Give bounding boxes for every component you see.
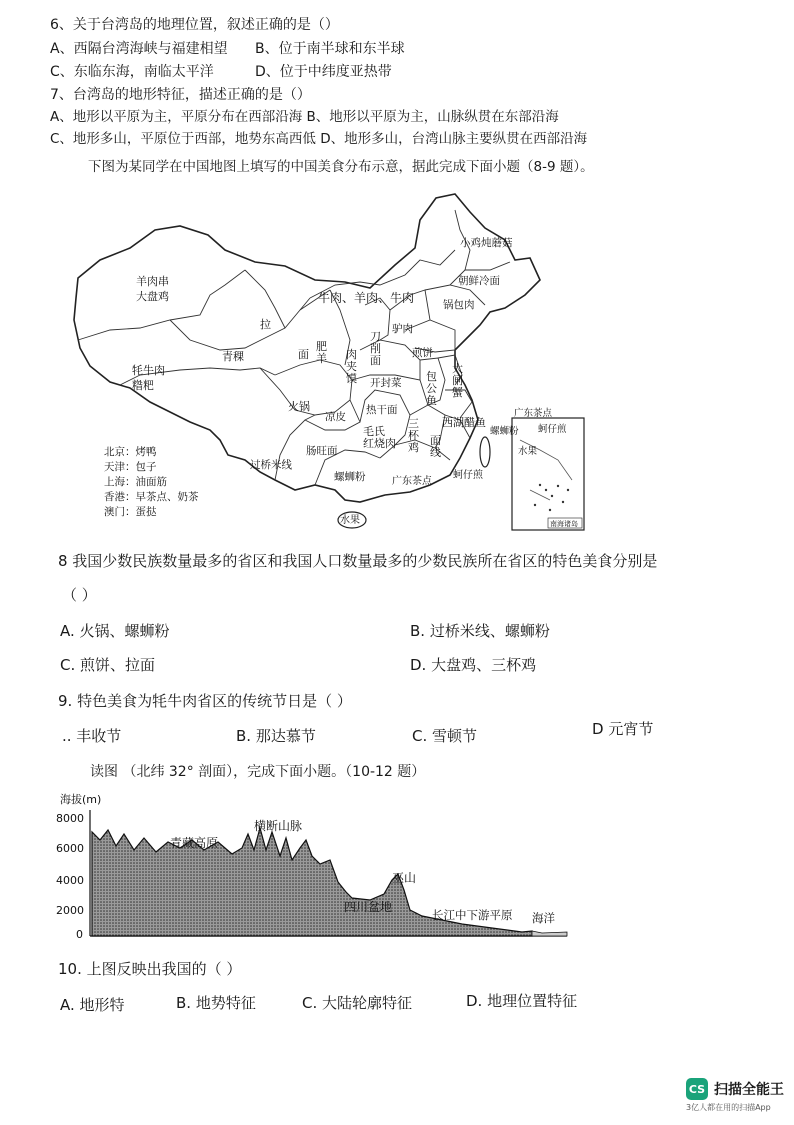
q7-stem: 7、台湾岛的地形特征，描述正确的是（） bbox=[50, 87, 311, 103]
ytick: 0 bbox=[76, 928, 83, 941]
label-line: 肉 bbox=[346, 348, 357, 361]
ytick: 2000 bbox=[56, 904, 84, 917]
q7-options-ab: A、地形以平原为主，平原分布在西部沿海 B、地形以平原为主，山脉纵贯在东部沿海 bbox=[50, 109, 559, 125]
label-taiwan: 蚵仔煎 bbox=[453, 470, 483, 481]
brand-tagline: 3亿人都在用的扫描App bbox=[686, 1103, 771, 1112]
legend-item: 澳门：蛋挞 bbox=[104, 506, 157, 518]
label-line: 鱼 bbox=[426, 394, 437, 407]
ytick: 4000 bbox=[56, 874, 84, 887]
label-line: 大 bbox=[452, 362, 463, 375]
china-food-map bbox=[60, 190, 600, 540]
q6-option-c: C、东临东海，南临太平洋 bbox=[50, 64, 214, 80]
q10-option-a: A. 地形特 bbox=[60, 996, 125, 1014]
label-line: 羊 bbox=[316, 352, 327, 365]
label-gansu2: 面 bbox=[298, 348, 309, 361]
q8-option-b: B. 过桥米线、螺蛳粉 bbox=[410, 622, 550, 640]
label-line: 鸡 bbox=[408, 441, 419, 454]
q8-paren: （ ） bbox=[62, 586, 97, 604]
label-line: 羊肉串 bbox=[136, 275, 169, 288]
profile-label-sea: 海洋 bbox=[532, 911, 555, 925]
profile-label-hengduan: 横断山脉 bbox=[254, 819, 303, 833]
q9-option-c: C. 雪顿节 bbox=[412, 727, 478, 745]
intro-10-12: 读图 （北纬 32° 剖面），完成下面小题。（10-12 题） bbox=[90, 764, 426, 780]
q9-stem: 9. 特色美食为牦牛肉省区的传统节日是（ ） bbox=[58, 692, 352, 710]
ytick: 6000 bbox=[56, 842, 84, 855]
map-labels bbox=[132, 236, 578, 528]
legend-item: 香港：早茶点、奶茶 bbox=[104, 491, 199, 503]
label-sichuan: 火锅 bbox=[288, 400, 310, 413]
label-shaanxi bbox=[346, 348, 357, 385]
ytick: 8000 bbox=[56, 812, 84, 825]
inset-label-2: 蚵仔煎 bbox=[538, 424, 567, 435]
label-xizang bbox=[132, 363, 165, 392]
boundary-qinghai bbox=[170, 298, 310, 350]
label-line: 蟹 bbox=[452, 386, 463, 399]
label-jiangsu bbox=[452, 361, 463, 399]
q10-option-b: B. 地势特征 bbox=[176, 994, 256, 1012]
q6-option-b: B、位于南半球和东半球 bbox=[255, 41, 405, 57]
label-line: 大盘鸡 bbox=[136, 290, 169, 303]
intro-8-9: 下图为某同学在中国地图上填写的中国美食分布示意，据此完成下面小题（8-9 题）。 bbox=[88, 159, 594, 175]
cs-logo-icon: CS bbox=[686, 1078, 708, 1100]
label-xinjiang bbox=[136, 274, 169, 303]
label-line: 糌粑 bbox=[132, 379, 154, 392]
label-guizhou: 肠旺面 bbox=[306, 445, 338, 457]
legend-item: 上海：油面筋 bbox=[104, 476, 167, 488]
label-line: 三 bbox=[408, 417, 419, 430]
map-legend bbox=[104, 445, 199, 518]
label-line: 馍 bbox=[346, 372, 357, 385]
label-gansu: 拉 bbox=[260, 318, 271, 331]
q8-option-d: D. 大盘鸡、三杯鸡 bbox=[410, 656, 537, 674]
q10-option-d: D. 地理位置特征 bbox=[466, 992, 578, 1010]
label-line: 毛氏 bbox=[363, 425, 385, 438]
label-yunnan: 过桥米线 bbox=[250, 459, 292, 471]
inset-caption: 南海诸岛 bbox=[550, 520, 578, 528]
label-line: 线 bbox=[430, 446, 441, 459]
label-line: 公 bbox=[426, 382, 437, 395]
q10-stem: 10. 上图反映出我国的（ ） bbox=[58, 960, 242, 978]
label-line: 面 bbox=[370, 354, 381, 367]
q6-stem: 6、关于台湾岛的地理位置，叙述正确的是（） bbox=[50, 17, 339, 33]
label-hebei: 驴肉 bbox=[392, 323, 413, 335]
q6-option-d: D、位于中纬度亚热带 bbox=[255, 64, 392, 80]
label-guangxi: 螺蛳粉 bbox=[334, 471, 366, 483]
q8-stem: 8 我国少数民族数量最多的省区和我国人口数量最多的少数民族所在省区的特色美食分别是 bbox=[58, 552, 658, 570]
q9-option-d: D 元宵节 bbox=[592, 720, 654, 738]
label-ningxia bbox=[316, 340, 327, 365]
q9-option-b: B. 那达慕节 bbox=[236, 727, 316, 745]
inset-label-1: 广东茶点 bbox=[514, 408, 553, 419]
profile-label-changjiang: 长江中下游平原 bbox=[432, 908, 513, 922]
label-chongqing: 凉皮 bbox=[325, 411, 346, 423]
label-liaoning: 锅包肉 bbox=[443, 299, 475, 311]
label-fujian bbox=[430, 434, 441, 459]
inset-label-3: 螺蛳粉 bbox=[490, 426, 519, 437]
legend-item: 北京：烤鸭 bbox=[104, 446, 157, 458]
label-line: 闸 bbox=[452, 374, 463, 387]
label-line: 刀 bbox=[370, 330, 381, 343]
q10-option-c: C. 大陆轮廓特征 bbox=[302, 994, 413, 1012]
label-line: 牦牛肉 bbox=[132, 364, 165, 377]
brand-name: 扫描全能王 bbox=[714, 1082, 784, 1098]
label-line: 面 bbox=[430, 434, 441, 447]
label-shandong: 煎饼 bbox=[412, 347, 433, 359]
label-hunan bbox=[363, 425, 396, 450]
boundary-henan bbox=[360, 340, 420, 380]
label-henan: 开封菜 bbox=[370, 377, 402, 389]
q8-option-a: A. 火锅、螺蛳粉 bbox=[60, 622, 170, 640]
inset-label-4: 水果 bbox=[518, 446, 538, 457]
profile-label-sichuan: 四川盆地 bbox=[344, 900, 393, 914]
label-jiangxi bbox=[408, 417, 420, 454]
label-line: 包 bbox=[426, 370, 437, 383]
label-guangdong: 广东茶点 bbox=[392, 476, 432, 487]
label-qinghai: 青稞 bbox=[222, 350, 244, 363]
label-neimeng: 牛肉、羊肉、牛肉 bbox=[318, 291, 415, 305]
q8-option-c: C. 煎饼、拉面 bbox=[60, 656, 156, 674]
elevation-profile bbox=[52, 790, 572, 950]
q7-options-cd: C、地形多山，平原位于西部，地势东高西低 D、地形多山，台湾山脉主要纵贯在西部沿海 bbox=[50, 131, 588, 147]
label-zhejiang bbox=[442, 415, 486, 429]
label-line: 西湖醋鱼 bbox=[442, 416, 486, 429]
q6-option-a: A、西隔台湾海峡与福建相望 bbox=[50, 41, 228, 57]
profile-ylabel: 海拔(m) bbox=[60, 793, 102, 806]
label-line: 肥 bbox=[316, 340, 327, 353]
label-hubei: 热干面 bbox=[366, 404, 398, 416]
profile-label-wushan: 巫山 bbox=[392, 871, 417, 885]
label-shanxi bbox=[370, 330, 381, 367]
label-line: 削 bbox=[370, 342, 381, 355]
taiwan-island bbox=[480, 437, 490, 467]
scanner-watermark bbox=[686, 1078, 784, 1113]
label-line: 红烧肉 bbox=[363, 437, 396, 450]
label-anhui bbox=[426, 369, 437, 407]
legend-item: 天津：包子 bbox=[104, 461, 157, 473]
profile-label-qingzang: 青藏高原 bbox=[170, 836, 219, 850]
label-line: 杯 bbox=[408, 429, 419, 442]
label-jilin: 朝鲜冷面 bbox=[458, 275, 500, 287]
label-heilongjiang: 小鸡炖蘑菇 bbox=[460, 237, 513, 249]
label-hainan: 水果 bbox=[340, 515, 360, 526]
label-line: 夹 bbox=[346, 360, 357, 373]
sea bbox=[532, 931, 567, 936]
profile-yticks bbox=[56, 812, 84, 941]
q9-option-a: .. 丰收节 bbox=[62, 727, 122, 745]
